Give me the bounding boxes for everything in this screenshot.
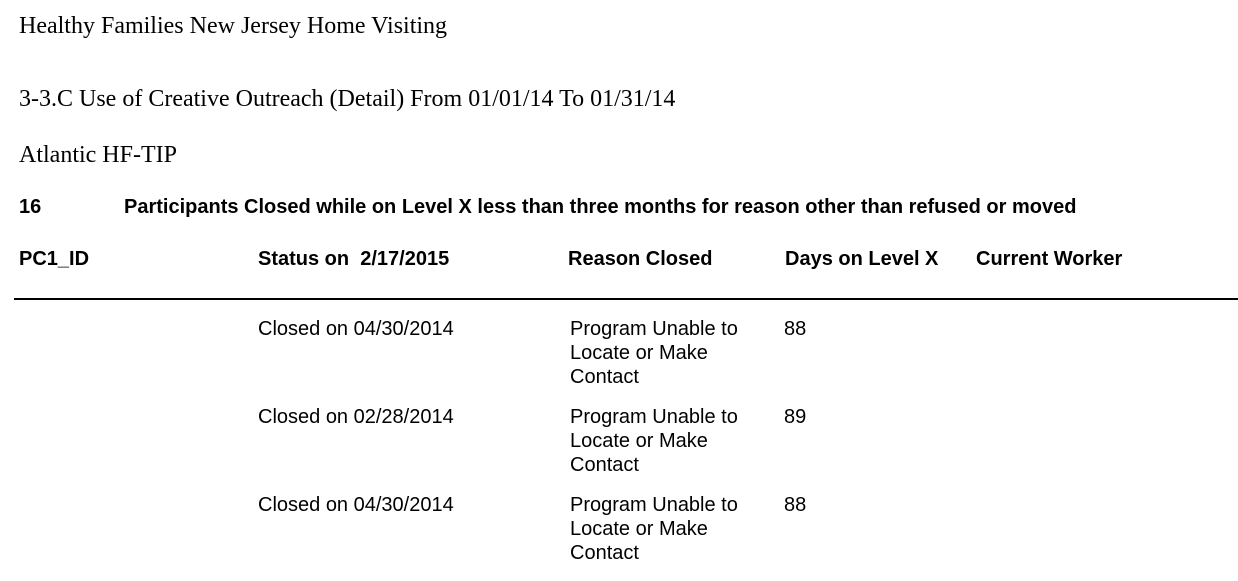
column-header-reason-closed: Reason Closed <box>568 248 713 270</box>
column-header-status: Status on 2/17/2015 <box>258 248 450 270</box>
table-row <box>0 317 1238 405</box>
days-on-level-cell: 88 <box>784 318 807 340</box>
column-header-pc1-id: PC1_ID <box>19 248 90 270</box>
days-on-level-cell: 88 <box>784 494 807 516</box>
agency-name: Atlantic HF-TIP <box>19 142 177 168</box>
header-divider <box>14 298 1238 300</box>
summary-count: 16 <box>19 196 42 218</box>
table-row <box>0 405 1238 493</box>
days-on-level-cell: 89 <box>784 406 807 428</box>
reason-closed-cell: Program Unable to Locate or Make Contact <box>570 494 738 564</box>
status-cell: Closed on 04/30/2014 <box>258 318 454 340</box>
column-header-days-on-level: Days on Level X <box>785 248 939 270</box>
status-cell: Closed on 02/28/2014 <box>258 406 454 428</box>
report-title: 3-3.C Use of Creative Outreach (Detail) From 01/01/14 To 01/31/14 <box>19 86 676 112</box>
reason-closed-cell: Program Unable to Locate or Make Contact <box>570 406 738 476</box>
summary-text: Participants Closed while on Level X less than three months for reason other than refused or moved <box>124 196 1077 218</box>
status-cell: Closed on 04/30/2014 <box>258 494 454 516</box>
table-row <box>0 493 1238 581</box>
column-header-current-worker: Current Worker <box>976 248 1123 270</box>
reason-closed-cell: Program Unable to Locate or Make Contact <box>570 318 738 388</box>
org-title: Healthy Families New Jersey Home Visiting <box>19 13 448 39</box>
